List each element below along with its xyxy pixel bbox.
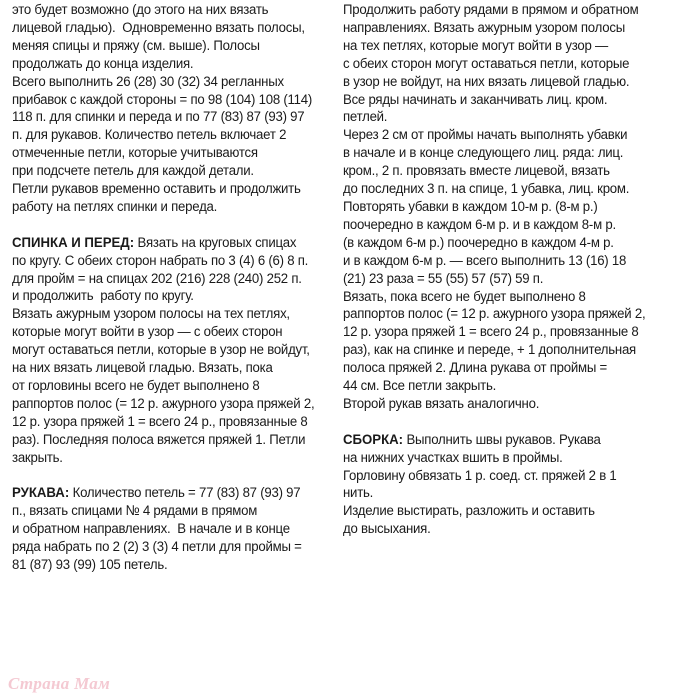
- text-line: [343, 2, 645, 20]
- line-text: и обратном направлениях. В начале и в конце: [12, 521, 290, 538]
- text-line: [12, 450, 305, 468]
- text-line: [343, 56, 645, 74]
- line-text: которые могут войти в узор — с обеих сторон: [12, 324, 283, 341]
- line-text: Горловину обвязать 1 р. соед. ст. пряжей 2 в 1: [343, 467, 617, 484]
- line-text: Всего выполнить 26 (28) 30 (32) 34 регланных: [12, 73, 284, 90]
- section-heading: СПИНКА И ПЕРЕД:: [12, 234, 135, 251]
- text-line: [12, 557, 305, 575]
- line-text: 12 р. узора пряжей 1 = всего 24 р., провязанные 8: [12, 413, 308, 430]
- text-line: [343, 92, 645, 110]
- text-line: [12, 56, 305, 74]
- right-column: [343, 2, 668, 539]
- line-text: кром., 2 п. провязать вместе лицевой, вязать: [343, 163, 610, 180]
- line-text: 118 п. для спинки и переда и по 77 (83) 87 (93) 97: [12, 109, 305, 126]
- text-line: [12, 127, 305, 145]
- line-text: Петли рукавов временно оставить и продолжить: [12, 181, 301, 198]
- line-text: ряда набрать по 2 (2) 3 (3) 4 петли для проймы =: [12, 539, 302, 556]
- line-text: от горловины всего не будет выполнено 8: [12, 378, 260, 395]
- left-column: [12, 2, 327, 575]
- line-text: продолжать до конца изделия.: [12, 55, 194, 72]
- text-line: [12, 163, 305, 181]
- line-text: Вязать, пока всего не будет выполнено 8: [343, 288, 586, 305]
- watermark-logo: Страна Мам: [8, 674, 111, 693]
- line-text: Изделие выстирать, разложить и оставить: [343, 503, 595, 520]
- text-line: [12, 181, 305, 199]
- line-text: прибавок с каждой стороны = по 98 (104) 108 (114): [12, 91, 313, 108]
- text-line: [343, 468, 645, 486]
- line-text: с обеих сторон могут оставаться петли, которые: [343, 55, 630, 72]
- text-line: [343, 199, 645, 217]
- text-line: [343, 38, 645, 56]
- text-line: [343, 20, 645, 38]
- line-text: по кругу. С обеих сторон набрать по 3 (4) 6 (6) 8 п.: [12, 252, 309, 269]
- line-text: Второй рукав вязать аналогично.: [343, 395, 540, 412]
- line-text: это будет возможно (до этого на них вязать: [12, 2, 269, 18]
- text-line: [343, 306, 645, 324]
- paragraph-gap: [12, 468, 327, 486]
- text-line: [343, 163, 645, 181]
- line-text: 81 (87) 93 (99) 105 петель.: [12, 557, 168, 574]
- text-line: [12, 20, 305, 38]
- line-text: раз), как на спинке и переде, + 1 дополнительная: [343, 342, 636, 359]
- text-line: [12, 91, 313, 110]
- line-text: нить.: [343, 485, 374, 502]
- line-text: п., вязать спицами № 4 рядами в прямом: [12, 503, 258, 520]
- text-line: [343, 145, 645, 163]
- line-text: могут оставаться петли, которые в узор не войдут,: [12, 342, 310, 359]
- line-text: петлей.: [343, 109, 388, 126]
- line-text: до последних 3 п. на спице, 1 убавка, лиц. кром.: [343, 181, 630, 198]
- line-text: меняя спицы и пряжу (см. выше). Полосы: [12, 37, 260, 54]
- line-text: закрыть.: [12, 449, 63, 466]
- text-line: [343, 342, 645, 360]
- line-text: до высыхания.: [343, 521, 431, 538]
- text-line: [12, 378, 305, 396]
- line-text: и в каждом 6-м р. — всего выполнить 13 (16) 18: [343, 252, 627, 269]
- line-text: Продолжить работу рядами в прямом и обратном: [343, 2, 639, 18]
- text-line: [12, 109, 305, 127]
- section-heading: РУКАВА:: [12, 485, 70, 502]
- paragraph-gap: [12, 217, 327, 235]
- line-text: Вязать на круговых спицах: [134, 234, 297, 251]
- text-line: [343, 450, 645, 468]
- line-text: отмеченные петли, которые учитываются: [12, 145, 258, 162]
- text-line: [12, 360, 305, 378]
- text-line: [343, 109, 645, 127]
- line-text: на них вязать лицевой гладью. Вязать, пока: [12, 360, 273, 377]
- line-text: в начале и в конце следующего лиц. ряда: лиц.: [343, 145, 624, 162]
- line-text: в узор не войдут, на них вязать лицевой гладью.: [343, 73, 630, 90]
- text-line: [12, 413, 308, 432]
- text-line: [343, 503, 645, 521]
- text-line: [12, 485, 305, 503]
- text-line: [12, 342, 310, 360]
- text-line: [343, 485, 645, 503]
- text-line: [343, 127, 645, 145]
- text-line: [343, 181, 645, 199]
- line-text: 12 р. узора пряжей 1 = всего 24 р., провязанные 8: [343, 324, 639, 341]
- text-line: [12, 306, 305, 324]
- line-text: раз). Последняя полоса вяжется пряжей 1. Петли: [12, 431, 306, 448]
- line-text: Через 2 см от проймы начать выполнять убавки: [343, 127, 628, 144]
- text-line: [12, 2, 305, 20]
- text-line: [343, 360, 645, 378]
- text-line: [12, 395, 315, 414]
- line-text: при подсчете петель для каждой детали.: [12, 163, 254, 180]
- line-text: п. для рукавов. Количество петель включает 2: [12, 127, 287, 144]
- text-line: [12, 199, 305, 217]
- text-line: [343, 289, 645, 307]
- line-text: Количество петель = 77 (83) 87 (93) 97: [69, 485, 301, 502]
- text-line: [343, 217, 645, 235]
- text-line: [12, 503, 305, 521]
- text-line: [12, 235, 305, 253]
- paragraph-gap: [343, 414, 668, 432]
- line-text: направлениях. Вязать ажурным узором полосы: [343, 19, 625, 36]
- text-line: [12, 539, 305, 557]
- text-line: [343, 324, 645, 342]
- text-line: [12, 271, 305, 289]
- text-line: [343, 378, 645, 396]
- text-line: [12, 145, 305, 163]
- line-text: Все ряды начинать и заканчивать лиц. кром.: [343, 91, 608, 108]
- line-text: и продолжить работу по кругу.: [12, 288, 194, 305]
- text-line: [343, 74, 645, 92]
- line-text: поочередно в каждом 6-м р. и в каждом 8-м р.: [343, 216, 616, 233]
- line-text: на тех петлях, которые могут войти в узор —: [343, 37, 608, 54]
- text-line: [343, 432, 645, 450]
- line-text: (21) 23 раза = 55 (55) 57 (57) 59 п.: [343, 270, 544, 287]
- text-line: [12, 324, 305, 342]
- text-line: [343, 521, 645, 539]
- text-line: [343, 253, 645, 271]
- text-line: [12, 432, 305, 450]
- line-text: работу на петлях спинки и переда.: [12, 198, 218, 215]
- line-text: раппортов полос (= 12 р. ажурного узора пряжей 2,: [343, 306, 646, 323]
- text-line: [343, 235, 645, 253]
- section-heading: СБОРКА:: [343, 431, 404, 448]
- line-text: лицевой гладью). Одновременно вязать полосы,: [12, 19, 305, 36]
- text-line: [12, 38, 305, 56]
- line-text: (в каждом 6-м р.) поочередно в каждом 4-м р.: [343, 234, 614, 251]
- line-text: полоса пряжей 2. Длина рукава от проймы =: [343, 360, 608, 377]
- line-text: на нижних участках вшить в проймы.: [343, 449, 563, 466]
- text-line: [12, 252, 309, 271]
- text-line: [343, 271, 645, 289]
- text-line: [343, 396, 645, 414]
- line-text: раппортов полос (= 12 р. ажурного узора пряжей 2,: [12, 395, 315, 412]
- line-text: 44 см. Все петли закрыть.: [343, 378, 497, 395]
- text-line: [12, 74, 305, 92]
- line-text: Повторять убавки в каждом 10-м р. (8-м р.): [343, 198, 598, 215]
- text-line: [12, 521, 305, 539]
- line-text: Вязать ажурным узором полосы на тех петлях,: [12, 306, 290, 323]
- line-text: Выполнить швы рукавов. Рукава: [403, 431, 601, 448]
- line-text: для пройм = на спицах 202 (216) 228 (240) 252 п.: [12, 270, 302, 287]
- text-line: [12, 288, 305, 306]
